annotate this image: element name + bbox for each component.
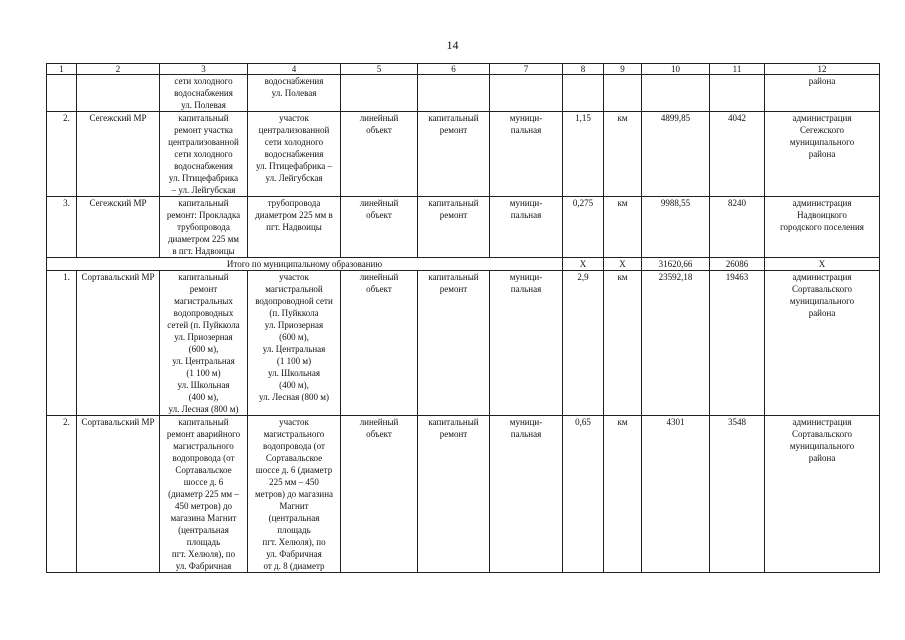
- cell-line: пальная: [510, 429, 542, 439]
- cell-line: капитальный: [178, 417, 229, 427]
- table-row: [47, 75, 880, 112]
- cell-line: участок: [279, 417, 309, 427]
- cell-c6: [418, 112, 490, 197]
- cell-line: линейный: [359, 417, 399, 427]
- cell-c10: [642, 75, 710, 112]
- column-number: 3: [160, 64, 248, 75]
- cell-line: муниципального: [789, 441, 855, 451]
- cell-line: ул. Полевая: [181, 100, 226, 110]
- cell-line: капитальный: [428, 198, 479, 208]
- cell-line: сети холодного: [264, 137, 324, 147]
- cell-c4: [248, 112, 341, 197]
- cell-line: ул. Приозерная: [264, 320, 324, 330]
- table-row: [47, 271, 880, 416]
- cell-c4: [248, 416, 341, 573]
- cell-line: Сортавальского: [791, 429, 853, 439]
- cell-line: (центральная: [268, 513, 320, 523]
- cell-c5: [341, 197, 418, 258]
- column-number: 8: [563, 64, 604, 75]
- column-number: 9: [604, 64, 642, 75]
- cell-line: капитальный: [428, 272, 479, 282]
- cell-line: капитальный: [178, 113, 229, 123]
- cell-line: (600 м),: [188, 344, 219, 354]
- cell-line: магистрального: [263, 429, 325, 439]
- cell-c9: [604, 75, 642, 112]
- cell-line: участок: [279, 272, 309, 282]
- cell-line: (диаметр 225 мм –: [168, 489, 239, 499]
- cell-c1: [47, 75, 77, 112]
- cell-c6: [418, 75, 490, 112]
- cell-c8: [563, 75, 604, 112]
- cell-c9: км: [604, 197, 642, 258]
- column-number: 10: [642, 64, 710, 75]
- cell-line: ул. Фабричная: [175, 561, 232, 571]
- cell-line: ул. Фабричная: [266, 549, 322, 559]
- cell-c11: 8240: [710, 197, 765, 258]
- cell-line: Сегежского: [799, 125, 845, 135]
- cell-line: водоснабжения: [264, 76, 324, 86]
- cell-c12: [765, 416, 880, 573]
- column-number: 2: [77, 64, 160, 75]
- cell-line: объект: [366, 210, 392, 220]
- cell-line: водопроводных: [173, 308, 234, 318]
- total-c9: X: [604, 258, 642, 271]
- cell-line: сетей (п. Пуйккола: [167, 320, 240, 330]
- table-body: [47, 75, 880, 573]
- cell-line: (400 м),: [188, 392, 219, 402]
- table-row: [47, 416, 880, 573]
- cell-c1: 1.: [47, 271, 77, 416]
- table-row: [47, 197, 880, 258]
- cell-line: метров) до магазина: [254, 489, 334, 499]
- cell-c4: [248, 197, 341, 258]
- cell-line: администрация: [792, 113, 852, 123]
- cell-line: линейный: [359, 272, 399, 282]
- cell-line: ул. Центральная: [172, 356, 235, 366]
- cell-line: – ул. Лейгубская: [171, 185, 236, 195]
- cell-line: капитальный: [428, 113, 479, 123]
- cell-line: от д. 8 (диаметр: [263, 561, 325, 571]
- cell-line: пгт. Хелюля), по: [171, 549, 236, 559]
- cell-line: ремонт: [439, 284, 468, 294]
- cell-c4: [248, 75, 341, 112]
- cell-line: шоссе д. 6: [183, 477, 224, 487]
- cell-line: (п. Пуйккола: [269, 308, 319, 318]
- cell-line: капитальный: [428, 417, 479, 427]
- cell-c1: 2.: [47, 416, 77, 573]
- cell-c7: [490, 271, 563, 416]
- cell-c7: [490, 416, 563, 573]
- cell-c7: [490, 112, 563, 197]
- cell-line: (400 м),: [279, 380, 309, 390]
- cell-line: водоснабжения: [174, 88, 233, 98]
- cell-c7: [490, 197, 563, 258]
- cell-line: администрация: [792, 198, 852, 208]
- cell-line: муниципального: [789, 137, 855, 147]
- cell-line: (600 м),: [279, 332, 309, 342]
- cell-c12: [765, 112, 880, 197]
- cell-line: муниципального: [789, 296, 855, 306]
- cell-line: (1 100 м): [276, 356, 312, 366]
- cell-line: централизованной: [258, 125, 330, 135]
- cell-c11: [710, 75, 765, 112]
- cell-line: ул. Птицефабрика –: [256, 161, 332, 171]
- cell-line: Надвоицкого: [797, 210, 847, 220]
- cell-line: объект: [366, 429, 392, 439]
- cell-line: ремонт аварийного: [166, 429, 241, 439]
- cell-c2: Сегежский МР: [77, 112, 160, 197]
- cell-line: ул. Приозерная: [174, 332, 233, 342]
- column-number: 7: [490, 64, 563, 75]
- column-number: 4: [248, 64, 341, 75]
- cell-line: трубопровода: [267, 198, 321, 208]
- cell-line: пгт. Хелюля), по: [262, 537, 326, 547]
- cell-c9: км: [604, 271, 642, 416]
- cell-line: капитальный: [178, 198, 229, 208]
- cell-line: ремонт: [439, 125, 468, 135]
- cell-c6: [418, 416, 490, 573]
- cell-line: сети холодного: [174, 76, 233, 86]
- cell-c6: [418, 271, 490, 416]
- cell-c3: [160, 271, 248, 416]
- cell-c1: 3.: [47, 197, 77, 258]
- cell-line: магазина Магнит: [170, 513, 237, 523]
- cell-c2: Сортавальский МР: [77, 271, 160, 416]
- cell-line: района: [808, 453, 836, 463]
- table-row: [47, 112, 880, 197]
- cell-line: ул. Полевая: [271, 88, 317, 98]
- total-c12: X: [765, 258, 880, 271]
- cell-c10: 9988,55: [642, 197, 710, 258]
- cell-c8: 0,275: [563, 197, 604, 258]
- cell-line: площадь: [186, 537, 221, 547]
- cell-line: линейный: [359, 113, 399, 123]
- column-number: 5: [341, 64, 418, 75]
- cell-line: площадь: [277, 525, 311, 535]
- cell-c5: [341, 416, 418, 573]
- cell-line: участок: [279, 113, 309, 123]
- cell-line: ул. Школьная: [177, 380, 230, 390]
- cell-line: муници-: [509, 417, 543, 427]
- cell-line: пгт. Надвоицы: [266, 222, 322, 232]
- cell-line: района: [808, 308, 836, 318]
- cell-line: района: [808, 149, 836, 159]
- cell-c2: Сегежский МР: [77, 197, 160, 258]
- cell-line: магистральных: [174, 296, 233, 306]
- cell-line: магистральной: [265, 284, 323, 294]
- column-number: 12: [765, 64, 880, 75]
- cell-line: (1 100 м): [186, 368, 221, 378]
- cell-line: линейный: [359, 198, 399, 208]
- cell-line: диаметром 225 мм в: [255, 210, 333, 220]
- cell-line: 225 мм – 450: [269, 477, 319, 487]
- cell-line: ремонт участка: [174, 125, 233, 135]
- cell-c11: 4042: [710, 112, 765, 197]
- cell-line: Сортавальское: [175, 465, 232, 475]
- cell-line: объект: [366, 125, 392, 135]
- cell-line: ремонт: [439, 429, 468, 439]
- total-c10: 31620,66: [642, 258, 710, 271]
- cell-line: ул. Центральная: [262, 344, 326, 354]
- cell-line: трубопровода: [177, 222, 230, 232]
- cell-line: Магнит: [279, 501, 309, 511]
- cell-line: водопровода (от: [263, 441, 325, 451]
- cell-c1: 2.: [47, 112, 77, 197]
- cell-c9: км: [604, 112, 642, 197]
- cell-line: водопровода (от: [172, 453, 235, 463]
- cell-c8: 0,65: [563, 416, 604, 573]
- cell-c12: [765, 271, 880, 416]
- cell-c7: [490, 75, 563, 112]
- cell-line: водоснабжения: [264, 149, 324, 159]
- total-label: Итого по муниципальному образованию: [47, 258, 563, 271]
- cell-line: ремонт: [189, 284, 218, 294]
- cell-c10: 4899,85: [642, 112, 710, 197]
- cell-line: района: [808, 76, 836, 86]
- cell-line: ул. Лесная (800 м): [259, 392, 329, 402]
- cell-line: пальная: [510, 125, 542, 135]
- cell-line: ремонт: [439, 210, 468, 220]
- cell-c5: [341, 271, 418, 416]
- cell-line: Сортавальского: [791, 284, 853, 294]
- cell-line: ул. Лесная (800 м): [168, 404, 239, 414]
- cell-c3: [160, 416, 248, 573]
- total-c11: 26086: [710, 258, 765, 271]
- cell-line: магистрального: [173, 441, 234, 451]
- document-table: [46, 63, 880, 573]
- cell-line: пальная: [510, 284, 542, 294]
- cell-line: муници-: [509, 272, 543, 282]
- cell-line: сети холодного: [174, 149, 233, 159]
- cell-c4: [248, 271, 341, 416]
- cell-line: в пгт. Надвоицы: [172, 246, 235, 256]
- total-row: [47, 258, 880, 271]
- cell-line: пальная: [510, 210, 542, 220]
- cell-line: объект: [366, 284, 392, 294]
- cell-c5: [341, 112, 418, 197]
- cell-line: администрация: [792, 272, 852, 282]
- cell-line: 450 метров) до: [174, 501, 233, 511]
- cell-line: администрация: [792, 417, 852, 427]
- column-number: 11: [710, 64, 765, 75]
- total-c8: X: [563, 258, 604, 271]
- cell-line: (центральная: [178, 525, 229, 535]
- cell-line: централизованной: [168, 137, 239, 147]
- cell-line: ремонт: Прокладка: [166, 210, 241, 220]
- cell-c10: 4301: [642, 416, 710, 573]
- cell-c9: км: [604, 416, 642, 573]
- column-number: 6: [418, 64, 490, 75]
- cell-c12: [765, 75, 880, 112]
- cell-line: ул. Школьная: [267, 368, 321, 378]
- cell-c12: [765, 197, 880, 258]
- cell-line: ул. Птицефабрика: [168, 173, 239, 183]
- cell-line: ул. Лейгубская: [265, 173, 323, 183]
- cell-c2: [77, 75, 160, 112]
- cell-line: водоснабжения: [174, 161, 233, 171]
- cell-line: шоссе д. 6 (диаметр: [255, 465, 333, 475]
- cell-c6: [418, 197, 490, 258]
- cell-line: водопроводной сети: [255, 296, 333, 306]
- cell-c8: 2,9: [563, 271, 604, 416]
- cell-c11: 3548: [710, 416, 765, 573]
- cell-line: Сортавальское: [265, 453, 323, 463]
- cell-c3: [160, 112, 248, 197]
- cell-line: капитальный: [178, 272, 229, 282]
- cell-line: городского поселения: [780, 222, 864, 232]
- cell-c2: Сортавальский МР: [77, 416, 160, 573]
- cell-c11: 19463: [710, 271, 765, 416]
- column-number-row: [47, 64, 880, 75]
- cell-c10: 23592,18: [642, 271, 710, 416]
- page-number: 14: [446, 38, 459, 52]
- column-number: 1: [47, 64, 77, 75]
- cell-line: муници-: [509, 198, 543, 208]
- cell-c8: 1,15: [563, 112, 604, 197]
- cell-c5: [341, 75, 418, 112]
- cell-line: муници-: [509, 113, 543, 123]
- cell-c3: [160, 197, 248, 258]
- cell-line: диаметром 225 мм: [167, 234, 240, 244]
- cell-c3: [160, 75, 248, 112]
